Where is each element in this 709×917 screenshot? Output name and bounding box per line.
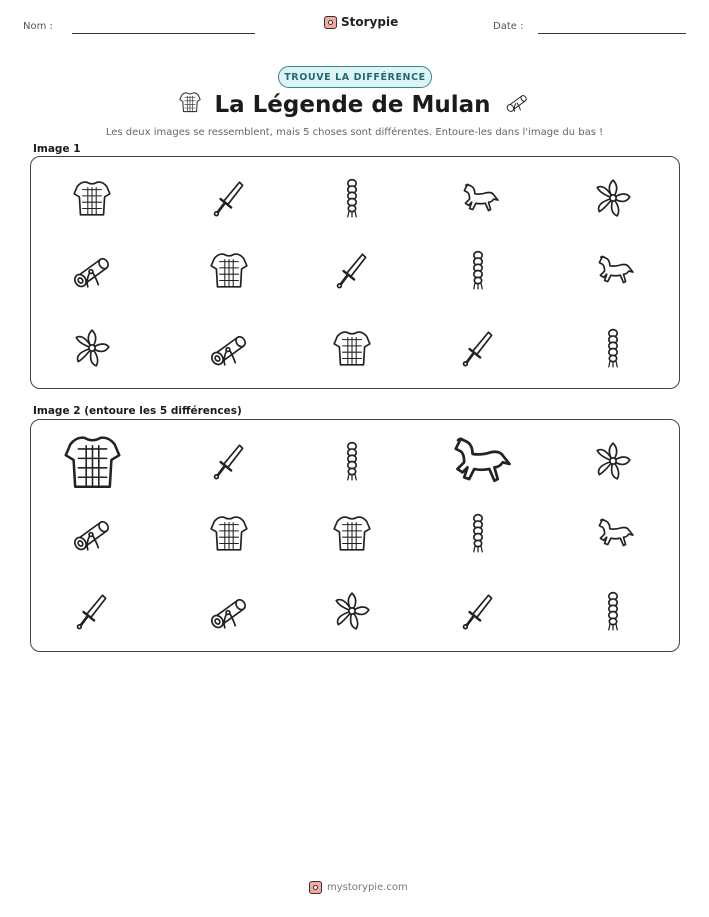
braid-icon[interactable] [331,440,373,482]
find-difference-badge: TROUVE LA DIFFÉRENCE [278,66,432,88]
image2-panel[interactable] [30,419,680,652]
braid-icon[interactable] [592,590,634,632]
sword-icon [331,249,373,291]
horse-icon[interactable] [592,512,634,554]
name-label: Nom : [23,21,53,32]
logo-text: Storypie [341,15,399,29]
image1-label: Image 1 [33,143,81,155]
storypie-logo-icon [324,16,337,29]
sword-icon[interactable] [71,590,113,632]
scroll-icon[interactable] [71,512,113,554]
title-armor-icon [178,90,202,120]
name-line[interactable] [72,33,255,34]
scroll-icon[interactable] [208,590,250,632]
armor-icon[interactable] [61,430,124,493]
braid-icon [457,249,499,291]
page-title [0,90,709,120]
title-scroll-icon [503,90,531,120]
scroll-icon [71,249,113,291]
horse-icon [457,177,499,219]
armor-icon[interactable] [208,512,250,554]
image2-label: Image 2 (entoure les 5 différences) [33,405,242,417]
instructions-text: Les deux images se ressemblent, mais 5 choses sont différentes. Entoure-les dans l'image du bas ! [105,127,604,138]
braid-icon[interactable] [457,512,499,554]
armor-icon [71,177,113,219]
flower-icon[interactable] [331,590,373,632]
sword-icon[interactable] [457,590,499,632]
image1-panel [30,156,680,389]
flower-icon [592,177,634,219]
sword-icon [208,177,250,219]
title-text: La Légende de Mulan [214,92,491,118]
braid-icon [592,327,634,369]
horse-icon[interactable] [444,427,511,494]
armor-icon[interactable] [331,512,373,554]
horse-icon [592,249,634,291]
sword-icon [457,327,499,369]
footer-url: mystorypie.com [327,882,408,893]
armor-icon [208,249,250,291]
armor-icon [331,327,373,369]
flower-icon[interactable] [592,440,634,482]
storypie-logo [324,15,398,29]
scroll-icon [208,327,250,369]
date-line[interactable] [538,33,686,34]
footer-logo-icon [309,881,322,894]
flower-icon [71,327,113,369]
braid-icon [331,177,373,219]
date-label: Date : [493,21,524,32]
sword-icon[interactable] [208,440,250,482]
footer [309,881,408,894]
